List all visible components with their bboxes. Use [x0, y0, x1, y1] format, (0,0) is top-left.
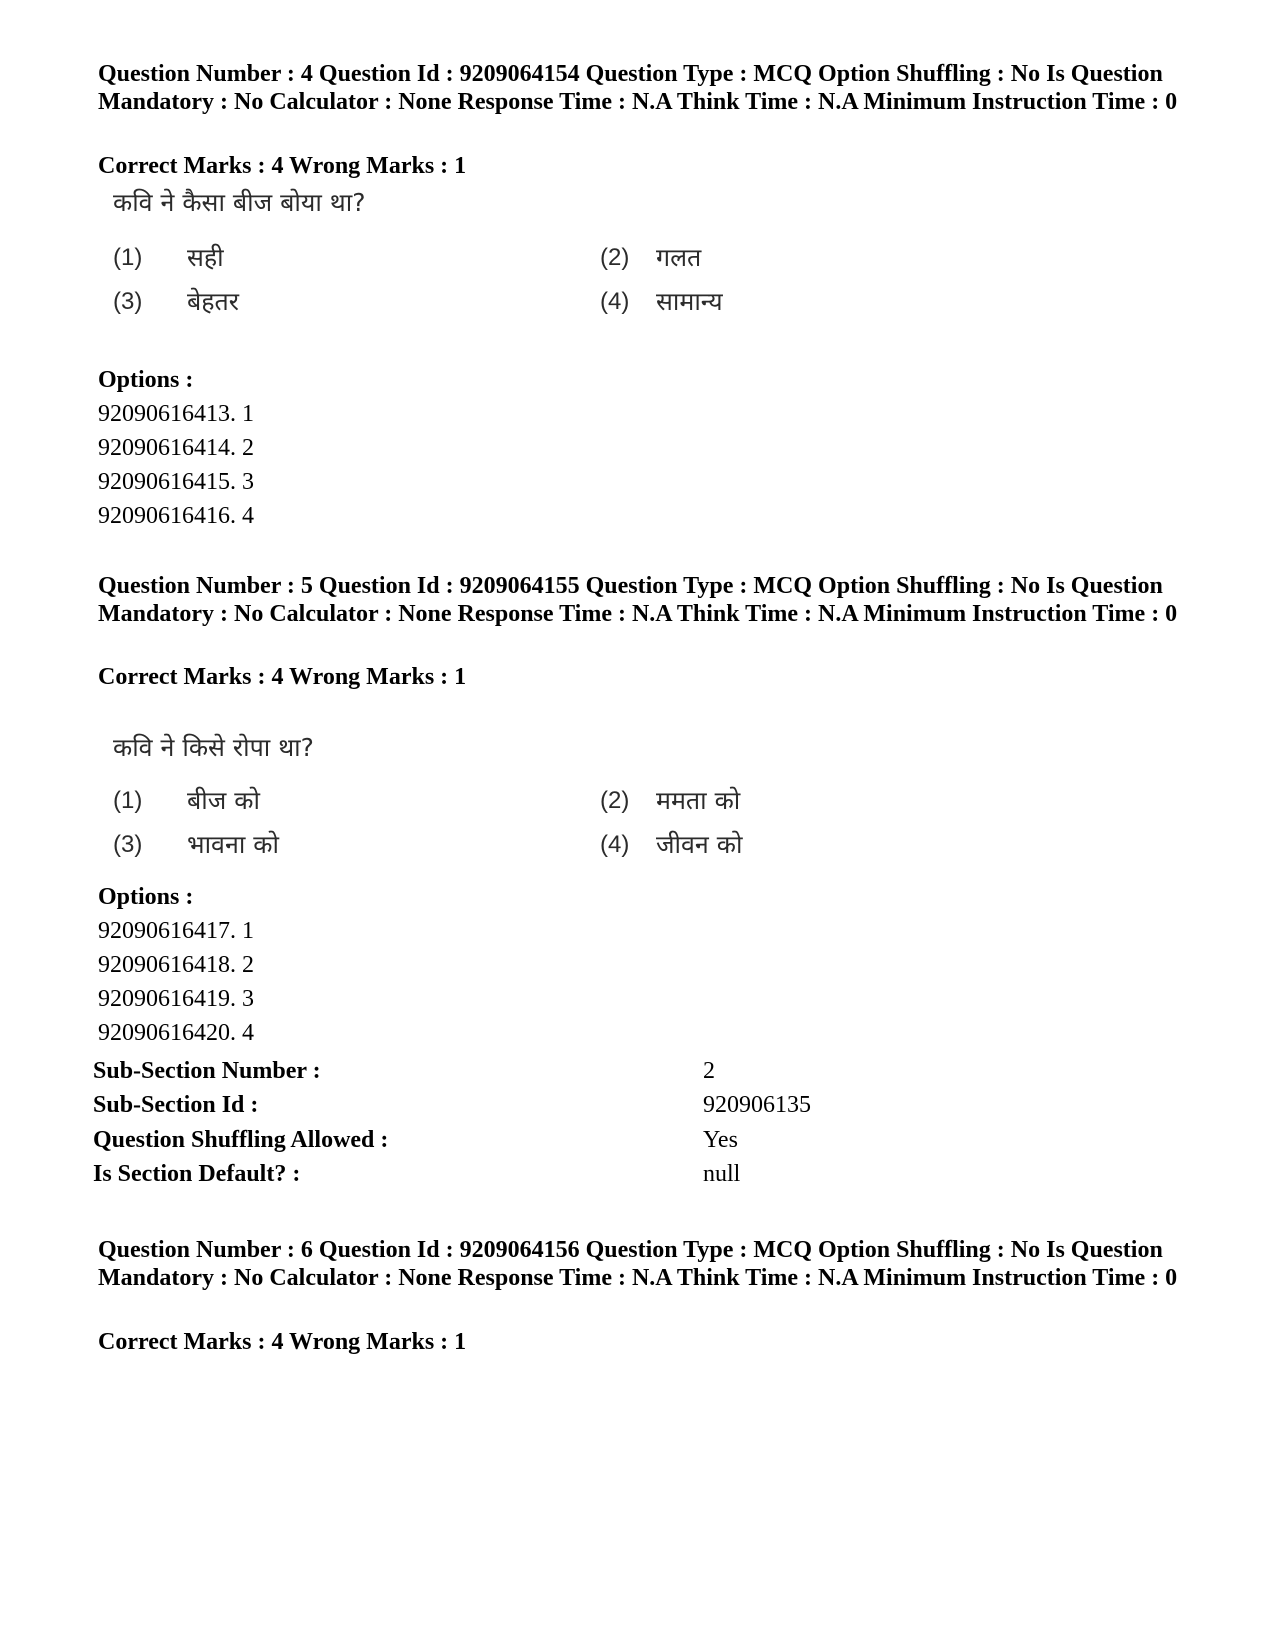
question-6-marks: Correct Marks : 4 Wrong Marks : 1	[98, 1329, 467, 1355]
section-default-label: Is Section Default? :	[93, 1161, 301, 1187]
q5-option-2: 92090616418. 2	[98, 952, 254, 978]
question-4-options-heading: Options :	[98, 367, 194, 393]
q4-option-1: 92090616413. 1	[98, 401, 254, 427]
question-5-meta: Question Number : 5 Question Id : 9209064155 Question Type : MCQ Option Shuffling : No Is Question Mandatory : No Calculator : None Response Time : N.A Think Time : N.A Minimum Instruction Time : 0	[98, 573, 1178, 627]
subsection-number-value: 2	[703, 1058, 715, 1084]
q5-choice-4-number: (4)	[600, 831, 630, 858]
q4-option-4: 92090616416. 4	[98, 503, 254, 529]
q4-option-3: 92090616415. 3	[98, 469, 254, 495]
question-4-stem: कवि ने कैसा बीज बोया था?	[113, 188, 366, 217]
question-5-stem: कवि ने किसे रोपा था?	[113, 733, 314, 762]
question-4-marks: Correct Marks : 4 Wrong Marks : 1	[98, 153, 467, 179]
q5-option-3: 92090616419. 3	[98, 986, 254, 1012]
q5-choice-1-number: (1)	[113, 787, 143, 814]
q4-choice-4-text: सामान्य	[656, 287, 723, 316]
section-default-value: null	[703, 1161, 741, 1187]
q4-choice-3-text: बेहतर	[187, 287, 240, 316]
q4-choice-1-text: सही	[187, 243, 224, 272]
question-5-marks: Correct Marks : 4 Wrong Marks : 1	[98, 664, 467, 690]
q4-choice-2-number: (2)	[600, 244, 630, 271]
q4-choice-1-number: (1)	[113, 244, 143, 271]
q5-choice-4-text: जीवन को	[656, 830, 743, 859]
q4-option-2: 92090616414. 2	[98, 435, 254, 461]
q4-choice-4-number: (4)	[600, 288, 630, 315]
q5-choice-2-text: ममता को	[656, 786, 741, 815]
q5-option-4: 92090616420. 4	[98, 1020, 254, 1046]
q5-choice-3-text: भावना को	[187, 830, 279, 859]
question-shuffling-label: Question Shuffling Allowed :	[93, 1127, 389, 1153]
subsection-id-label: Sub-Section Id :	[93, 1092, 259, 1118]
q5-choice-3-number: (3)	[113, 831, 143, 858]
subsection-id-value: 920906135	[703, 1092, 811, 1118]
q5-choice-2-number: (2)	[600, 787, 630, 814]
q5-option-1: 92090616417. 1	[98, 918, 254, 944]
question-shuffling-value: Yes	[703, 1127, 738, 1153]
question-6-meta: Question Number : 6 Question Id : 9209064156 Question Type : MCQ Option Shuffling : No Is Question Mandatory : No Calculator : None Response Time : N.A Think Time : N.A Minimum Instruction Time : 0	[98, 1237, 1178, 1291]
q4-choice-2-text: गलत	[656, 243, 702, 272]
q4-choice-3-number: (3)	[113, 288, 143, 315]
question-5-options-heading: Options :	[98, 884, 194, 910]
subsection-number-label: Sub-Section Number :	[93, 1058, 321, 1084]
q5-choice-1-text: बीज को	[187, 786, 260, 815]
question-4-meta: Question Number : 4 Question Id : 9209064154 Question Type : MCQ Option Shuffling : No Is Question Mandatory : No Calculator : None Response Time : N.A Think Time : N.A Minimum Instruction Time : 0	[98, 61, 1178, 115]
